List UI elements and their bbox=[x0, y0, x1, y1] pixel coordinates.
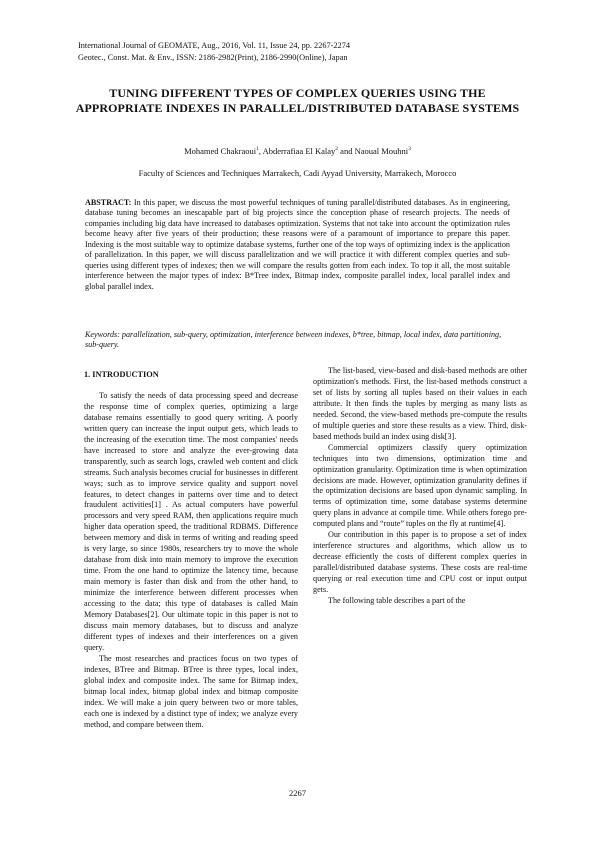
journal-header-line-1: International Journal of GEOMATE, Aug., 2016, Vol. 11, Issue 24, pp. 2267-2274 bbox=[78, 41, 351, 50]
journal-header-line-2: Geotec., Const. Mat. & Env., ISSN: 2186-2982(Print), 2186-2990(Online), Japan bbox=[78, 53, 348, 62]
page-number: 2267 bbox=[289, 788, 306, 798]
paragraph: Our contribution in this paper is to propose a set of index interference structures and algorithms, which allow us to decrease efficiently the costs of different complex queries in parallel/distributed database systems. These costs are real-time querying or real execution time and CPU cost or input output gets. bbox=[313, 530, 527, 595]
author-separator: , bbox=[258, 146, 263, 156]
abstract-label: ABSTRACT: bbox=[85, 198, 132, 207]
author-2-affil-mark: 2 bbox=[335, 146, 339, 153]
author-1-affil-mark: 1 bbox=[256, 146, 259, 153]
author-2: Abderrafiaa El Kalay bbox=[262, 146, 336, 156]
paragraph: The list-based, view-based and disk-based methods are other optimization's methods. First, the list-based methods construct a set of lists by sorting all tuples based on their values in each attribute. It then finds the tuples by merging as many lists as needed. Second, the view-based methods pre-compute the results of multiple queries and store these results as a view. Third, disk-based methods build an index using disk[3]. bbox=[313, 366, 527, 441]
journal-header bbox=[78, 40, 518, 64]
paper-title: TUNING DIFFERENT TYPES OF COMPLEX QUERIES USING THE APPROPRIATE INDEXES IN PARALLEL/DISTRIBUTED DATABASE SYSTEMS bbox=[75, 86, 520, 115]
author-list bbox=[70, 145, 525, 157]
paragraph: Commercial optimizers classify query optimization techniques into two dimensions, optimization time and optimization granularity. Optimization time is when optimization decisions are made. However, optimization granularity defines if the optimization decisions are based upon dynamic sampling. In terms of optimization time, some database systems determine query plans in advance at compile time. While others forego pre-computed plans and “route” tuples on the fly at runtime[4]. bbox=[313, 442, 527, 529]
paragraph: The following table describes a part of the bbox=[328, 596, 466, 606]
section-heading-introduction: 1. INTRODUCTION bbox=[84, 370, 159, 379]
paragraph: To satisfy the needs of data processing speed and decrease the response time of complex queries, optimizing a large database remains essentially to good query writing. A poorly written query can increase the input output gets, which leads to the increasing of the execution time. The most companies' needs have increased to store and analyze the ever-growing data transparently, such as search logs, crawled web content and click streams. Such analysis becomes crucial for businesses in different ways; such as to improve service quality and support novel features, to detect changes in patterns over time and to detect fraudulent activities[1] . As actual computers have powerful processors and very speed RAM, then applications require much higher data operation speed, the traditional RDBMS. Difference between memory and disk in terms of writing and reading speed is very large, so since 1980s, researchers try to move the whole database from disk into main memory to improve the execution time. From the one hand to optimize the latency time, because main memory is faster than disk and from the other hand, to minimize the interference between different processes when accessing to the data; this type of databases is called Main Memory Databases[2]. Our ultimate topic in this paper is not to discuss main memory databases, but to discuss and analyze different types of indexes and their interferences on a given query. bbox=[84, 390, 298, 652]
author-3-affil-mark: 3 bbox=[408, 146, 411, 153]
body-column-right bbox=[313, 366, 527, 607]
body-column-left bbox=[84, 366, 298, 731]
abstract bbox=[85, 198, 510, 292]
author-1: Mohamed Chakraoui bbox=[184, 146, 257, 156]
keywords: Keywords: parallelization, sub-query, optimization, interference between indexes, b*tree, bitmap, local index, data partitioning, sub-query. bbox=[85, 330, 502, 350]
author-separator: and bbox=[338, 146, 355, 156]
paragraph: The most researches and practices focus on two types of indexes, BTree and Bitmap. BTree is three types, local index, global index and composite index. The same for Bitmap index, bitmap local index, bitmap global index and bitmap composite index. We will make a join query between two or more tables, each one is indexed by a distinct type of index; we analyze every method, and compare between them. bbox=[84, 653, 298, 729]
author-3: Naoual Mouhni bbox=[354, 146, 409, 156]
affiliation: Faculty of Sciences and Techniques Marrakech, Cadi Ayyad University, Marrakech, Morocco bbox=[138, 168, 457, 178]
abstract-text: In this paper, we discuss the most powerful techniques of tuning parallel/distributed databases. As in engineering, database tuning becomes an inescapable part of big projects since the conception phase of research projects. The needs of companies including big data have increased to databases optimization. Systems that not take into account the optimization rules become heavy after five years of their production; these reasons were of a paramount of importance to prepare this paper. Indexing is the most suitable way to optimize database systems, further one of the top ways of optimizing index is the application of parallelization. In this paper, we will discuss parallelization and we will practice it with different complex queries and sub-queries using different types of indexes; then we will compare the results gotten from each index. To top it all, the most suitable interference between the major types of index: B*Tree index, Bitmap index, composite parallel index, local parallel index and global parallel index. bbox=[85, 198, 510, 291]
